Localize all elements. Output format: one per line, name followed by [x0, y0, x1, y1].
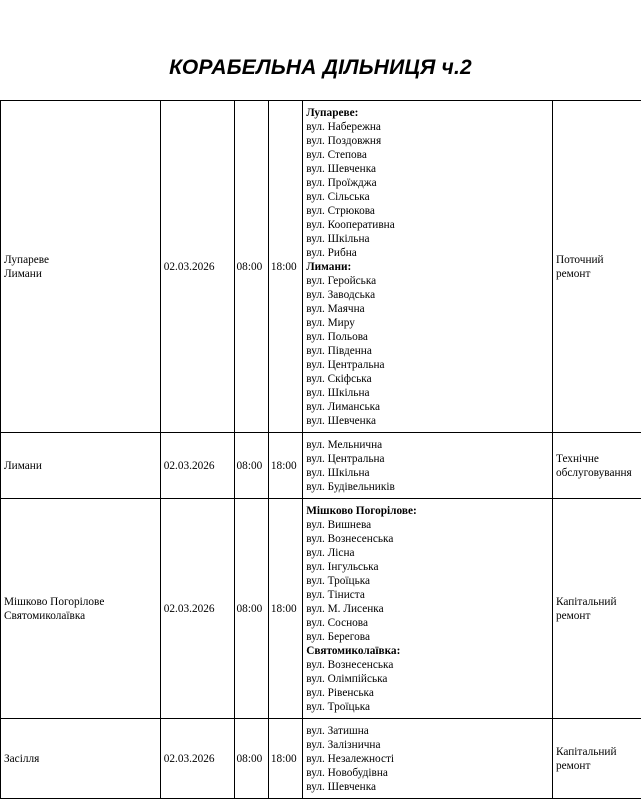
start-time-cell: 08:00 — [234, 499, 268, 719]
street-item: вул. М. Лисенка — [306, 602, 549, 616]
street-item: вул. Тіниста — [306, 588, 549, 602]
street-item: вул. Лісна — [306, 546, 549, 560]
work-type-text: ремонт — [556, 267, 639, 281]
date-cell: 02.03.2026 — [160, 433, 234, 499]
date-cell: 02.03.2026 — [160, 719, 234, 799]
street-item: вул. Олімпійська — [306, 672, 549, 686]
table-row — [1, 499, 641, 719]
start-time-cell: 08:00 — [234, 433, 268, 499]
street-item: вул. Троїцька — [306, 574, 549, 588]
settlement-name: Засілля — [4, 752, 157, 766]
street-item: вул. Проїжджа — [306, 176, 549, 190]
street-item: вул. Шевченка — [306, 414, 549, 428]
start-time-cell: 08:00 — [234, 101, 268, 433]
street-item: вул. Вишнева — [306, 518, 549, 532]
street-item: вул. Берегова — [306, 630, 549, 644]
street-item: вул. Залізнична — [306, 738, 549, 752]
settlement-name: Святомиколаївка — [4, 609, 157, 623]
settlement-cell — [1, 719, 161, 799]
end-time-cell: 18:00 — [268, 499, 302, 719]
street-item: вул. Центральна — [306, 358, 549, 372]
settlement-cell — [1, 433, 161, 499]
start-time-cell: 08:00 — [234, 719, 268, 799]
street-list — [306, 719, 549, 798]
streets-cell — [303, 101, 553, 433]
street-item: вул. Маячна — [306, 302, 549, 316]
work-type-text: Поточний — [556, 253, 639, 267]
end-time-cell: 18:00 — [268, 719, 302, 799]
work-type-text: ремонт — [556, 759, 639, 773]
settlement-name: Мішково Погорілове — [4, 595, 157, 609]
street-item: вул. Степова — [306, 148, 549, 162]
street-item: вул. Соснова — [306, 616, 549, 630]
street-item: вул. Рівенська — [306, 686, 549, 700]
street-item: вул. Поздовжня — [306, 134, 549, 148]
work-type-cell — [552, 499, 641, 719]
end-time-cell: 18:00 — [268, 101, 302, 433]
work-type-text: Капітальний — [556, 595, 639, 609]
street-item: вул. Миру — [306, 316, 549, 330]
work-type-text: ремонт — [556, 609, 639, 623]
street-item: вул. Рибна — [306, 246, 549, 260]
street-group-heading: Лимани: — [306, 260, 549, 274]
street-item: вул. Вознесенська — [306, 532, 549, 546]
street-item: вул. Інгульська — [306, 560, 549, 574]
street-item: вул. Новобудівна — [306, 766, 549, 780]
street-list — [306, 499, 549, 718]
work-type-text: Технічне — [556, 452, 639, 466]
outage-table-body — [1, 101, 641, 799]
street-item: вул. Мельнична — [306, 438, 549, 452]
street-group-heading: Святомиколаївка: — [306, 644, 549, 658]
settlement-name: Лупареве — [4, 253, 157, 267]
street-item: вул. Лиманська — [306, 400, 549, 414]
street-item: вул. Шкільна — [306, 386, 549, 400]
street-item: вул. Заводська — [306, 288, 549, 302]
street-item: вул. Кооперативна — [306, 218, 549, 232]
street-list — [306, 433, 549, 498]
work-type-cell — [552, 433, 641, 499]
street-item: вул. Набережна — [306, 120, 549, 134]
street-item: вул. Шевченка — [306, 162, 549, 176]
settlement-name: Лимани — [4, 459, 157, 473]
table-row — [1, 101, 641, 433]
street-item: вул. Шкільна — [306, 232, 549, 246]
work-type-cell — [552, 719, 641, 799]
date-cell: 02.03.2026 — [160, 101, 234, 433]
street-item: вул. Геройська — [306, 274, 549, 288]
street-item: вул. Польова — [306, 330, 549, 344]
street-item: вул. Троїцька — [306, 700, 549, 714]
street-item: вул. Вознесенська — [306, 658, 549, 672]
end-time-cell: 18:00 — [268, 433, 302, 499]
street-item: вул. Південна — [306, 344, 549, 358]
work-type-text: Капітальний — [556, 745, 639, 759]
street-item: вул. Шкільна — [306, 466, 549, 480]
work-type-text: обслуговування — [556, 466, 639, 480]
street-item: вул. Затишна — [306, 724, 549, 738]
street-item: вул. Будівельників — [306, 480, 549, 494]
street-group-heading: Мішково Погорілове: — [306, 504, 549, 518]
street-item: вул. Центральна — [306, 452, 549, 466]
street-item: вул. Незалежності — [306, 752, 549, 766]
table-row — [1, 433, 641, 499]
outage-table — [0, 100, 641, 799]
street-item: вул. Шевченка — [306, 780, 549, 794]
street-group-heading: Лупареве: — [306, 106, 549, 120]
page-title: КОРАБЕЛЬНА ДІЛЬНИЦЯ ч.2 — [0, 56, 641, 80]
streets-cell — [303, 433, 553, 499]
settlement-name: Лимани — [4, 267, 157, 281]
street-item: вул. Сільська — [306, 190, 549, 204]
settlement-cell — [1, 101, 161, 433]
work-type-cell — [552, 101, 641, 433]
street-item: вул. Стрюкова — [306, 204, 549, 218]
settlement-cell — [1, 499, 161, 719]
streets-cell — [303, 499, 553, 719]
table-row — [1, 719, 641, 799]
street-item: вул. Скіфська — [306, 372, 549, 386]
date-cell: 02.03.2026 — [160, 499, 234, 719]
street-list — [306, 101, 549, 432]
streets-cell — [303, 719, 553, 799]
